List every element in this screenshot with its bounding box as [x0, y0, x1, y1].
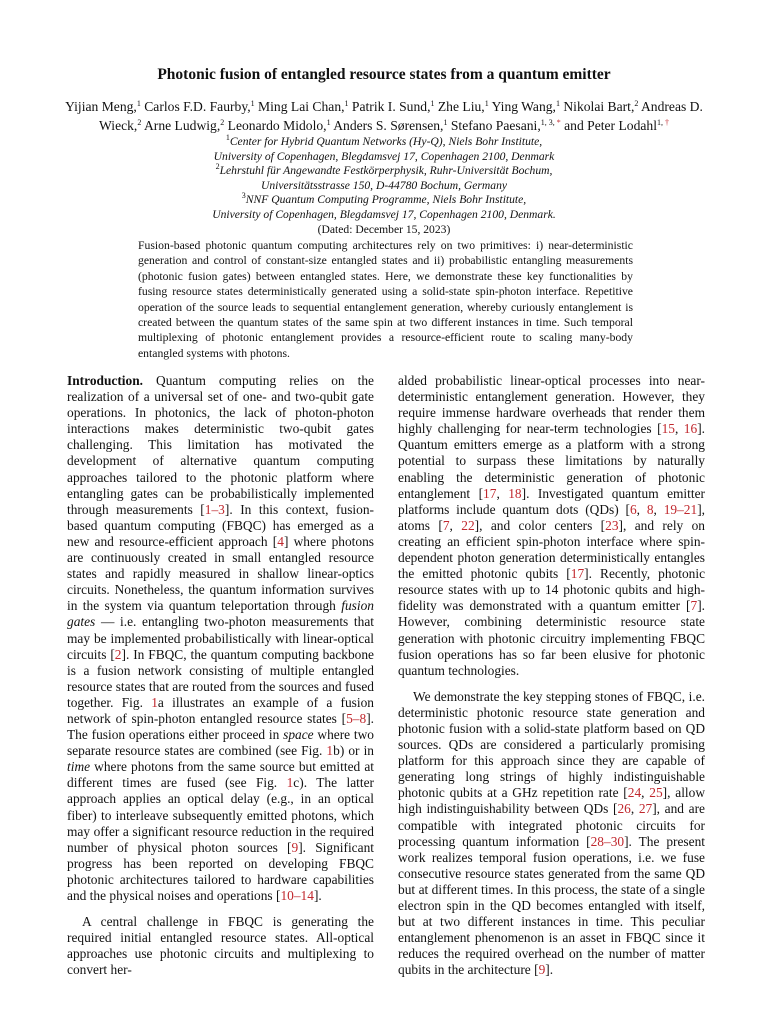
paragraph: Introduction. Quantum computing relies on the realization of a universal set of one- and two-qubit gate operations. In photonics, the lack of photon-photon interactions makes deterministic two-qubit gates challenging. This limitation has motivated the development of alternative quantum computing approaches tailored to the photonic platform where entangling gates can be probabilistically implemented through measurements [1–3]. In this context, fusion-based quantum computing (FBQC) has emerged as a new and resource-efficient approach [4] where photons are continuously created in small entangled resource states and rapidly measured in shallow linear-optics circuits. Nonetheless, the quantum information survives in the system via quantum teleportation through fusion gates — i.e. entangling two-photon measurements that may be implemented probabilistically with linear-optical circuits [2]. In FBQC, the quantum computing backbone is a fusion network consisting of multiple entangled resource states that are routed from the sources and fused together. Fig. 1a illustrates an example of a fusion network of spin-photon entangled resource states [5–8]. The fusion operations either proceed in space where two separate resource states are combined (see Fig. 1b) or in time where photons from the same source but emitted at different times are fused (see Fig. 1c). The latter approach applies an optical delay (e.g., in an optical fiber) to interleave subsequently emitted photons, which may offer a significant resource reduction in the required number of physical photon sources [9]. Significant progress has been reported on developing FBQC photonic architectures tailored to hardware capabilities and the physical noises and operations [10–14]. — [67, 373, 375, 903]
author-list: Yijian Meng,$^1$ Carlos F.D. Faurby,$^1$ Ming Lai Chan,$^1$ Patrik I. Sund,$^1$ Zhe Liu,$^1$ Ying Wang,$^1$ Nikolai Bart,$^2$ Andreas D. Wieck,$^2$ Arne Ludwig,$^2$ Leonardo Midolo,$^1$ Anders S. Sørensen,$^1$ Stefano Paesani,$^{1, 3, *}$ and Peter Lodahl$^{1, \dagger}$ — [65, 99, 703, 133]
left-column — [67, 373, 374, 978]
paragraph: alded probabilistic linear-optical processes into near-deterministic entanglement generation. However, they require immense hardware overheads that render them highly challenging for near-term technologies [15, 16]. Quantum emitters emerge as a platform with a strong potential to surpass these limitations by naturally enabling the deterministic generation of photonic entanglement [17, 18]. Investigated quantum emitter platforms include quantum dots (QDs) [6, 8, 19–21], atoms [7, 22], and color centers [23], and rely on creating an efficient spin-photon interface where spin-dependent photon generation deterministically entangles the emitted photonic qubits [17]. Recently, photonic resource states with up to 14 photonic qubits and high-fidelity was demonstrated with a quantum emitter [7]. However, combining deterministic resource state generation with photonic circuitry implementing FBQC fusion operations has so far been elusive for photonic quantum technologies. — [398, 373, 706, 678]
paragraph: A central challenge in FBQC is generating the required initial entangled resource states. All-optical approaches use photonic circuits and multiplexing to convert her- — [67, 914, 374, 978]
affiliation-line: University of Copenhagen, Blegdamsvej 17, Copenhagen 2100, Denmark. — [212, 207, 556, 221]
affiliation-line: Universitätsstrasse 150, D-44780 Bochum, Germany — [260, 178, 508, 192]
abstract: Fusion-based photonic quantum computing architectures rely on two primitives: i) near-deterministic generation and control of constant-size entangled states and ii) probabilistic entangling measurements (photonic fusion gates) between entangled states. Here, we demonstrate these key functionalities by fusing resource states deterministically generated using a solid-state spin-photon interface. Repetitive operation of the source leads to sequential entanglement generation, whereby curiously entanglement is created between the quantum states of the same spin at two different instances in time. Such temporal multiplexing of photonic entanglement provides a resource-efficient route to scaling many-body entangled systems with photons. — [138, 239, 633, 360]
dated-line: (Dated: December 15, 2023) — [317, 222, 451, 236]
affiliation-line: $^1$Center for Hybrid Quantum Networks (Hy-Q), Niels Bohr Institute, — [225, 133, 543, 148]
affiliation-line: $^2$Lehrstuhl für Angewandte Festkörperphysik, Ruhr-Universität Bochum, — [215, 162, 553, 178]
affiliation-line: $^3$NNF Quantum Computing Programme, Niels Bohr Institute, — [241, 191, 527, 207]
affiliations — [80, 135, 688, 237]
paper-title: Photonic fusion of entangled resource states from a quantum emitter — [157, 66, 611, 83]
affiliation-line: University of Copenhagen, Blegdamsvej 17, Copenhagen 2100, Denmark — [213, 149, 555, 163]
paragraph: We demonstrate the key stepping stones of FBQC, i.e. deterministic photonic resource state generation and photonic fusion with a solid-state platform based on QD sources. QDs are considered a particularly promising platform for this approach since they are capable of generating long strings of highly indistinguishable photonic qubits at a GHz repetition rate [24, 25], allow high indistinguishability between QDs [26, 27], and are compatible with integrated photonic circuits for processing quantum information [28–30]. The present work realizes temporal fusion operations, i.e. we fuse consecutive resource states generated from the same QD but at different times. In this process, the state of a single electron spin in the QD becomes entangled with itself, but at two different instances in time. This peculiar entanglement phenomenon is an asset in FBQC since it reduces the required overhead on the number of matter qubits in the architecture [9]. — [398, 688, 706, 978]
right-column — [398, 373, 705, 978]
